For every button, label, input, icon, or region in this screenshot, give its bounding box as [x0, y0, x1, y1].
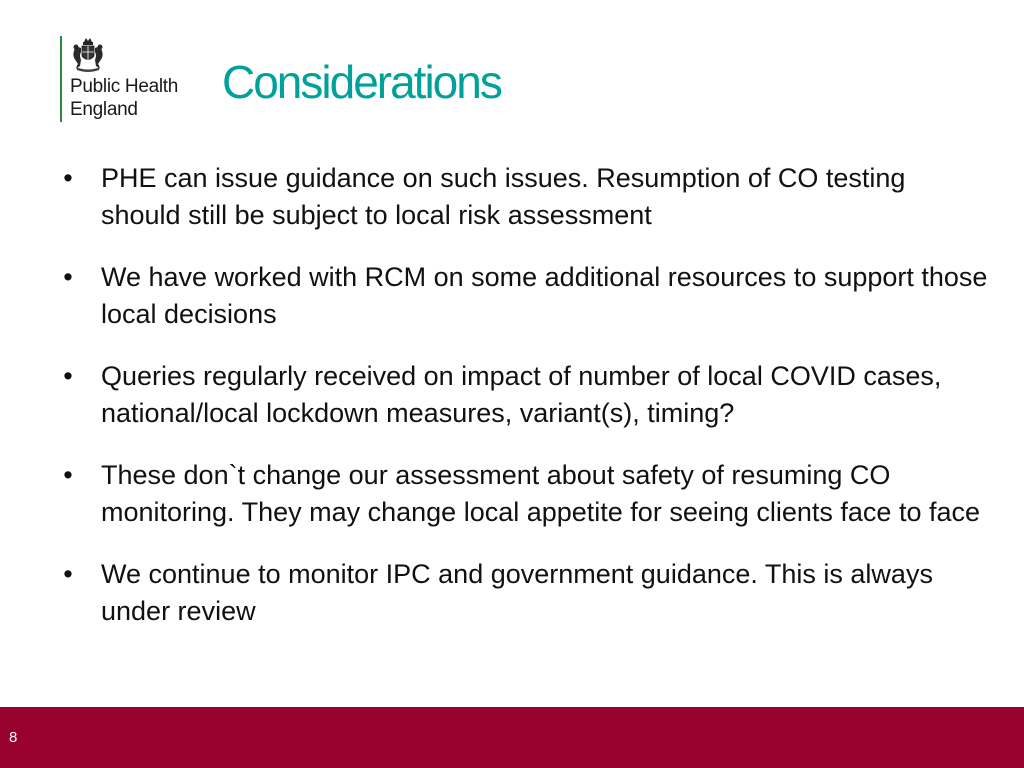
- bullet-text: These don`t change our assessment about safety of resuming CO monitoring. They may change local appetite for seeing clients face to face: [101, 460, 981, 527]
- bullet-text: We have worked with RCM on some additional resources to support those local decisions: [101, 262, 988, 329]
- bullet-item: [58, 358, 988, 432]
- bullet-text: We continue to monitor IPC and government guidance. This is always under review: [101, 559, 933, 626]
- bullet-item: [58, 259, 988, 333]
- bullet-text: Queries regularly received on impact of number of local COVID cases, national/local lockdown measures, variant(s), timing?: [101, 361, 942, 428]
- bullet-item: [58, 457, 988, 531]
- royal-crest-icon: [68, 36, 108, 72]
- footer-bar: [0, 707, 1024, 768]
- bullet-item: [58, 556, 988, 630]
- page-number: 8: [9, 729, 18, 746]
- bullet-list: [58, 160, 988, 655]
- slide-title: Considerations: [222, 56, 501, 108]
- bullet-text: PHE can issue guidance on such issues. Resumption of CO testing should still be subject to local risk assessment: [101, 163, 906, 230]
- bullet-dot-icon: •: [63, 361, 73, 391]
- logo-wordmark: [70, 75, 178, 121]
- logo-divider: [60, 36, 62, 122]
- phe-logo: [60, 36, 210, 124]
- bullet-dot-icon: •: [63, 163, 73, 193]
- bullet-item: [58, 160, 988, 234]
- logo-line-1: Public Health: [70, 76, 179, 97]
- bullet-dot-icon: •: [63, 460, 73, 490]
- bullet-dot-icon: •: [63, 559, 73, 589]
- logo-line-2: England: [70, 99, 138, 120]
- bullet-dot-icon: •: [63, 262, 73, 292]
